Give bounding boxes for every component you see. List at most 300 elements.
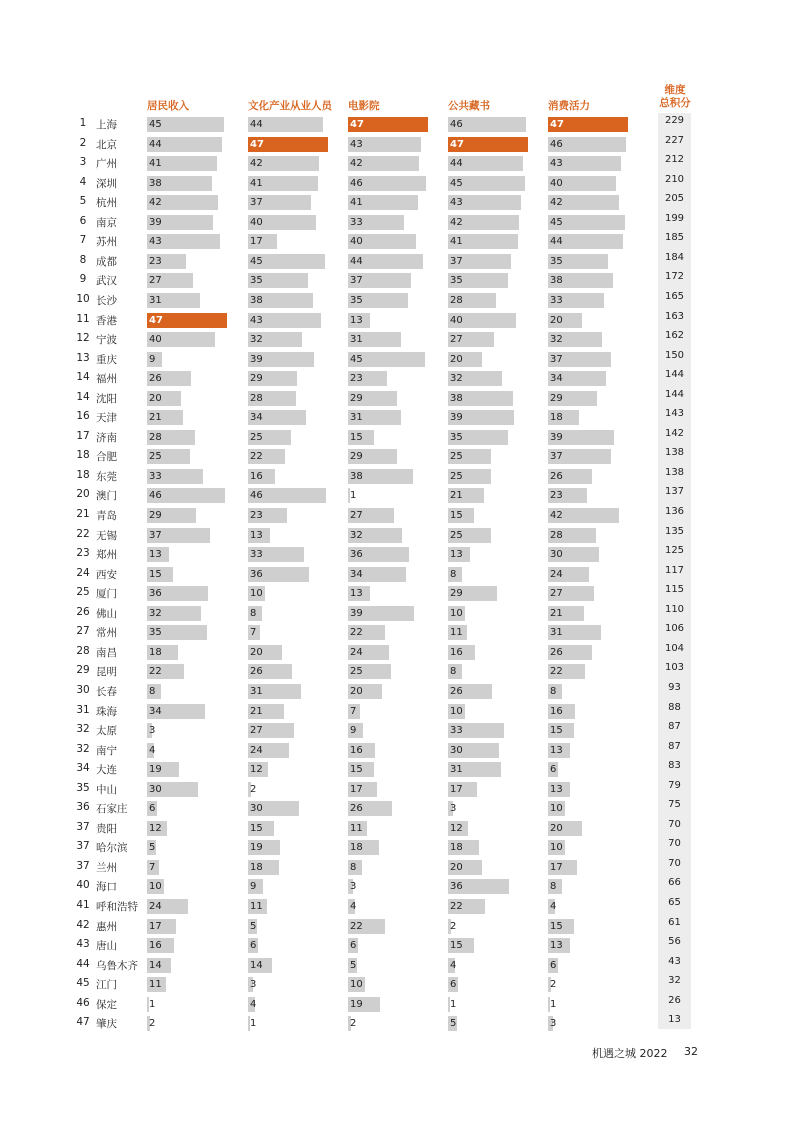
score-value: 22 [250, 451, 263, 463]
city-name: 香港 [96, 314, 117, 327]
total-score: 212 [664, 154, 685, 166]
score-value: 39 [550, 431, 563, 443]
score-value: 18 [350, 842, 363, 854]
score-value: 13 [350, 588, 363, 600]
header-col-1: 文化产业从业人员 [248, 100, 332, 112]
rank-number: 7 [79, 234, 87, 247]
score-value: 3 [250, 979, 257, 991]
rank-number: 14 [76, 390, 90, 403]
table-row [0, 350, 793, 368]
score-value: 17 [149, 920, 162, 932]
city-name: 西安 [96, 568, 117, 581]
score-value: 4 [149, 744, 156, 756]
table-row [0, 154, 793, 172]
score-value: 13 [350, 314, 363, 326]
score-value: 29 [250, 373, 263, 385]
score-value: 3 [350, 881, 357, 893]
total-score: 142 [664, 427, 685, 439]
score-value: 47 [350, 119, 364, 130]
score-value: 20 [149, 392, 162, 404]
rank-number: 16 [76, 410, 90, 423]
score-value: 15 [450, 940, 463, 952]
table-row [0, 291, 793, 309]
city-name: 合肥 [96, 451, 117, 464]
header-col-4: 消费活力 [548, 100, 590, 112]
score-value: 27 [149, 275, 162, 287]
score-value: 1 [550, 998, 557, 1010]
table-row [0, 780, 793, 798]
city-name: 肇庆 [96, 1018, 117, 1031]
score-value: 10 [149, 881, 162, 893]
city-name: 广州 [96, 158, 117, 171]
score-value: 43 [250, 314, 263, 326]
total-score: 165 [664, 290, 685, 302]
city-name: 唐山 [96, 940, 117, 953]
score-value: 20 [550, 822, 563, 834]
score-value: 13 [250, 529, 263, 541]
city-name: 大连 [96, 764, 117, 777]
total-score: 75 [668, 799, 681, 811]
total-score: 66 [668, 877, 681, 889]
score-value: 33 [350, 216, 363, 228]
score-value: 28 [250, 392, 263, 404]
score-value: 21 [450, 490, 463, 502]
rank-number: 13 [76, 351, 90, 364]
score-value: 13 [450, 549, 463, 561]
score-value: 32 [350, 529, 363, 541]
score-value: 10 [550, 803, 563, 815]
table-row [0, 506, 793, 524]
score-value: 1 [149, 998, 156, 1010]
score-value: 27 [450, 334, 463, 346]
city-name: 东莞 [96, 470, 117, 483]
score-value: 13 [550, 744, 563, 756]
table-row [0, 369, 793, 387]
city-name: 重庆 [96, 353, 117, 366]
score-value: 20 [250, 646, 263, 658]
total-score: 138 [664, 466, 685, 478]
score-value: 21 [250, 705, 263, 717]
city-name: 福州 [96, 373, 117, 386]
total-score: 13 [668, 1014, 681, 1026]
score-value: 47 [450, 138, 464, 150]
score-value: 13 [550, 940, 563, 952]
table-row [0, 741, 793, 759]
score-value: 34 [250, 412, 263, 424]
city-name: 宁波 [96, 334, 117, 347]
score-value: 46 [550, 138, 563, 150]
score-value: 35 [250, 275, 263, 287]
score-value: 17 [550, 861, 563, 873]
score-value: 47 [550, 119, 564, 130]
score-value: 14 [149, 959, 162, 971]
score-value: 4 [250, 998, 257, 1010]
rank-number: 8 [79, 253, 87, 266]
table-row [0, 799, 793, 817]
score-value: 28 [149, 431, 162, 443]
city-name: 哈尔滨 [96, 842, 128, 855]
score-value: 11 [250, 901, 263, 912]
city-name: 保定 [96, 998, 117, 1011]
score-value: 45 [550, 216, 563, 228]
score-value: 36 [350, 549, 363, 561]
score-value: 3 [550, 1018, 557, 1030]
score-value: 42 [550, 197, 563, 209]
score-value: 7 [250, 627, 257, 639]
score-value: 39 [350, 607, 363, 619]
score-value: 10 [550, 842, 563, 854]
score-value: 14 [250, 959, 263, 971]
table-row [0, 838, 793, 856]
score-value: 23 [250, 510, 263, 521]
score-value: 15 [450, 510, 463, 521]
total-score: 150 [664, 349, 685, 361]
score-value: 8 [550, 685, 557, 697]
score-value: 11 [149, 979, 162, 991]
score-value: 22 [550, 666, 563, 678]
score-value: 29 [450, 588, 463, 600]
table-row [0, 760, 793, 778]
score-value: 12 [149, 822, 162, 834]
rank-number: 47 [76, 1016, 90, 1029]
score-value: 8 [550, 881, 557, 893]
rank-number: 9 [79, 273, 87, 286]
score-value: 35 [550, 255, 563, 267]
total-score: 115 [664, 584, 685, 596]
score-value: 23 [550, 490, 563, 502]
total-score: 210 [664, 173, 685, 185]
score-value: 43 [149, 236, 162, 248]
rank-number: 5 [79, 195, 87, 208]
score-value: 1 [250, 1018, 257, 1030]
rank-number: 37 [76, 840, 90, 853]
score-value: 27 [550, 588, 563, 600]
score-value: 22 [350, 627, 363, 639]
city-name: 天津 [96, 412, 117, 425]
city-name: 深圳 [96, 177, 117, 190]
score-value: 25 [250, 431, 263, 443]
total-score: 32 [668, 975, 681, 987]
score-value: 9 [250, 881, 257, 893]
score-value: 16 [550, 705, 563, 717]
rank-number: 11 [76, 312, 90, 325]
rank-number: 23 [76, 547, 90, 560]
score-value: 44 [550, 236, 563, 248]
total-score: 93 [668, 681, 681, 693]
rank-number: 37 [76, 859, 90, 872]
score-value: 21 [550, 607, 563, 619]
rank-number: 46 [76, 996, 90, 1009]
score-value: 8 [450, 568, 457, 580]
total-score: 229 [664, 115, 685, 126]
table-row [0, 565, 793, 583]
rank-number: 31 [76, 703, 90, 716]
score-value: 19 [250, 842, 263, 854]
score-value: 37 [550, 353, 563, 365]
score-value: 22 [450, 901, 463, 912]
score-value: 28 [550, 529, 563, 541]
total-score: 70 [668, 857, 681, 869]
score-value: 12 [250, 764, 263, 776]
header-col-2: 电影院 [348, 100, 380, 112]
table-row [0, 643, 793, 661]
score-value: 45 [250, 255, 263, 267]
rank-number: 26 [76, 605, 90, 618]
rank-number: 2 [79, 136, 87, 149]
score-value: 35 [450, 275, 463, 287]
city-name: 昆明 [96, 666, 117, 679]
city-name: 太原 [96, 725, 117, 738]
rank-number: 42 [76, 918, 90, 931]
score-value: 20 [550, 314, 563, 326]
table-row [0, 467, 793, 485]
rank-number: 32 [76, 742, 90, 755]
total-score: 87 [668, 740, 681, 752]
city-name: 贵阳 [96, 822, 117, 835]
total-score: 26 [668, 994, 681, 1006]
score-value: 44 [450, 158, 463, 170]
score-value: 23 [350, 373, 363, 385]
table-row [0, 232, 793, 250]
score-value: 37 [550, 451, 563, 463]
score-value: 47 [250, 138, 264, 150]
score-value: 41 [250, 177, 263, 189]
score-value: 7 [350, 705, 357, 717]
total-score: 144 [664, 369, 685, 381]
score-value: 37 [450, 255, 463, 267]
total-score: 65 [668, 897, 681, 908]
score-value: 34 [149, 705, 162, 717]
score-value: 45 [450, 177, 463, 189]
score-value: 6 [149, 803, 156, 815]
city-name: 郑州 [96, 549, 117, 562]
table-row [0, 917, 793, 935]
total-score: 172 [664, 271, 685, 283]
table-row [0, 447, 793, 465]
score-value: 31 [250, 685, 263, 697]
score-value: 15 [149, 568, 162, 580]
rank-number: 20 [76, 488, 90, 501]
score-value: 34 [350, 568, 363, 580]
table-row [0, 604, 793, 622]
total-score: 205 [664, 193, 685, 205]
table-row [0, 252, 793, 270]
score-value: 27 [250, 725, 263, 737]
score-value: 41 [149, 158, 162, 170]
score-value: 39 [149, 216, 162, 228]
score-value: 36 [250, 568, 263, 580]
total-score: 125 [664, 545, 685, 557]
score-value: 2 [550, 979, 557, 991]
score-value: 13 [149, 549, 162, 561]
header-col-3: 公共藏书 [448, 100, 490, 112]
score-value: 44 [350, 255, 363, 267]
score-value: 4 [350, 901, 357, 912]
score-value: 4 [450, 959, 457, 971]
city-name: 济南 [96, 431, 117, 444]
score-value: 46 [450, 119, 463, 130]
score-value: 33 [250, 549, 263, 561]
city-name: 珠海 [96, 705, 117, 718]
rank-number: 40 [76, 879, 90, 892]
score-value: 1 [450, 998, 457, 1010]
score-value: 17 [450, 783, 463, 795]
header-total-line2: 总积分 [659, 97, 691, 109]
score-value: 43 [550, 158, 563, 170]
rank-number: 22 [76, 527, 90, 540]
total-score: 199 [664, 212, 685, 224]
city-name: 兰州 [96, 861, 117, 874]
city-name: 中山 [96, 783, 117, 796]
score-value: 31 [149, 294, 162, 306]
total-score: 87 [668, 721, 681, 733]
score-value: 6 [350, 940, 357, 952]
score-value: 32 [450, 373, 463, 385]
city-name: 乌鲁木齐 [96, 959, 138, 972]
score-value: 19 [149, 764, 162, 776]
score-value: 35 [450, 431, 463, 443]
table-row [0, 193, 793, 211]
table-row [0, 271, 793, 289]
score-value: 46 [149, 490, 162, 502]
score-value: 5 [149, 842, 156, 854]
total-score: 227 [664, 134, 685, 146]
city-name: 沈阳 [96, 392, 117, 405]
score-value: 16 [450, 646, 463, 658]
city-name: 惠州 [96, 920, 117, 933]
city-name: 杭州 [96, 197, 117, 210]
score-value: 31 [350, 412, 363, 424]
score-value: 24 [149, 901, 162, 912]
table-row [0, 956, 793, 974]
score-value: 18 [149, 646, 162, 658]
score-value: 4 [550, 901, 557, 912]
table-row [0, 623, 793, 641]
city-name: 厦门 [96, 588, 117, 601]
total-score: 70 [668, 818, 681, 830]
table-row [0, 428, 793, 446]
table-row [0, 115, 793, 133]
score-value: 8 [450, 666, 457, 678]
score-value: 38 [149, 177, 162, 189]
score-value: 30 [250, 803, 263, 815]
table-row [0, 213, 793, 231]
score-value: 31 [450, 764, 463, 776]
score-value: 21 [149, 412, 162, 424]
score-value: 2 [149, 1018, 156, 1030]
score-value: 8 [250, 607, 257, 619]
score-value: 29 [149, 510, 162, 521]
header-col-0: 居民收入 [147, 100, 189, 112]
score-value: 16 [350, 744, 363, 756]
score-value: 2 [450, 920, 457, 932]
score-value: 20 [450, 861, 463, 873]
score-value: 13 [550, 783, 563, 795]
score-value: 26 [350, 803, 363, 815]
score-value: 7 [149, 861, 156, 873]
rank-number: 34 [76, 762, 90, 775]
score-value: 45 [350, 353, 363, 365]
score-value: 43 [350, 138, 363, 150]
rank-number: 35 [76, 781, 90, 794]
score-value: 30 [550, 549, 563, 561]
score-value: 22 [350, 920, 363, 932]
score-value: 37 [250, 197, 263, 209]
total-score: 144 [664, 388, 685, 400]
score-value: 18 [250, 861, 263, 873]
score-value: 1 [350, 490, 357, 502]
city-name: 常州 [96, 627, 117, 640]
table-row [0, 702, 793, 720]
table-row [0, 721, 793, 739]
total-score: 83 [668, 760, 681, 772]
score-value: 43 [450, 197, 463, 209]
rank-number: 36 [76, 801, 90, 814]
score-value: 24 [350, 646, 363, 658]
rank-number: 25 [76, 586, 90, 599]
score-value: 29 [350, 392, 363, 404]
score-value: 5 [450, 1018, 457, 1030]
rank-number: 24 [76, 566, 90, 579]
score-value: 29 [550, 392, 563, 404]
score-value: 3 [450, 803, 457, 815]
total-score: 138 [664, 447, 685, 459]
score-value: 5 [350, 959, 357, 971]
table-row [0, 995, 793, 1013]
score-value: 40 [250, 216, 263, 228]
score-value: 2 [350, 1018, 357, 1030]
score-value: 38 [350, 470, 363, 482]
score-value: 25 [350, 666, 363, 678]
score-value: 42 [350, 158, 363, 170]
table-row [0, 662, 793, 680]
total-score: 106 [664, 623, 685, 635]
score-value: 38 [450, 392, 463, 404]
rank-number: 27 [76, 625, 90, 638]
header-total [658, 84, 692, 110]
score-value: 33 [149, 470, 162, 482]
rank-number: 3 [79, 156, 87, 169]
score-value: 36 [149, 588, 162, 600]
score-value: 16 [149, 940, 162, 952]
table-row [0, 311, 793, 329]
score-value: 26 [149, 373, 162, 385]
score-value: 15 [550, 920, 563, 932]
rank-number: 29 [76, 664, 90, 677]
city-name: 南京 [96, 216, 117, 229]
table-row [0, 584, 793, 602]
total-score: 136 [664, 506, 685, 517]
rank-number: 18 [76, 468, 90, 481]
score-value: 20 [450, 353, 463, 365]
city-name: 呼和浩特 [96, 901, 138, 913]
rank-number: 45 [76, 977, 90, 990]
score-value: 30 [450, 744, 463, 756]
rank-number: 37 [76, 820, 90, 833]
table-row [0, 858, 793, 876]
score-value: 33 [550, 294, 563, 306]
rank-number: 30 [76, 683, 90, 696]
total-score: 79 [668, 779, 681, 791]
rank-number: 1 [79, 117, 87, 129]
score-value: 46 [350, 177, 363, 189]
score-value: 34 [550, 373, 563, 385]
city-name: 青岛 [96, 510, 117, 522]
score-value: 40 [550, 177, 563, 189]
rank-number: 12 [76, 332, 90, 345]
score-value: 42 [450, 216, 463, 228]
score-value: 29 [350, 451, 363, 463]
